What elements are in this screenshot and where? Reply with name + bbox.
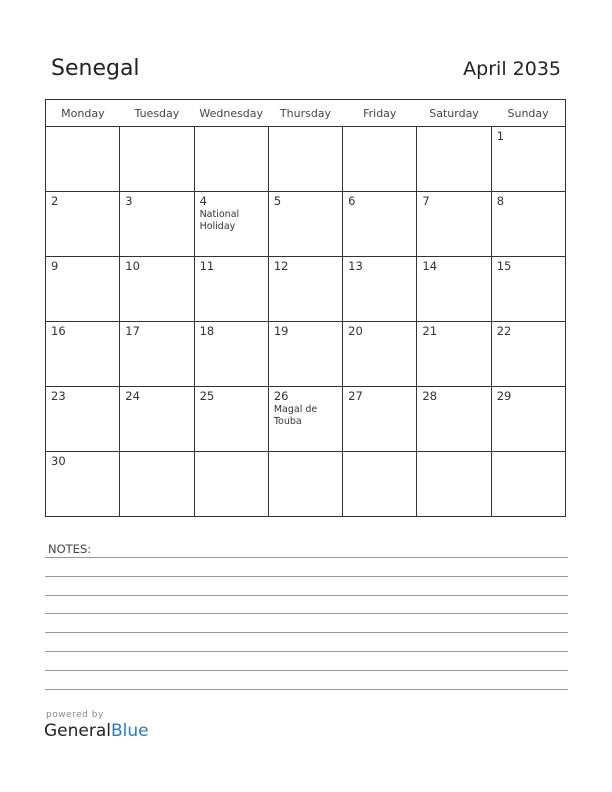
- month-title: April 2035: [463, 58, 561, 80]
- day-cell: [194, 257, 268, 322]
- brand-blue: Blue: [111, 721, 149, 741]
- day-number: 11: [199, 259, 215, 273]
- day-cell: [417, 387, 491, 452]
- day-number: 5: [273, 194, 282, 208]
- day-number: 3: [125, 194, 133, 208]
- day-number: 10: [125, 259, 140, 273]
- day-cell: [268, 322, 342, 387]
- day-cell: [46, 322, 120, 387]
- notes-line: [45, 670, 568, 671]
- day-number: 4: [199, 194, 207, 208]
- day-number: 8: [496, 194, 505, 208]
- week-row: [46, 192, 566, 257]
- day-cell: [268, 452, 342, 517]
- day-cell: [46, 192, 120, 257]
- day-cell: [46, 452, 120, 517]
- day-cell: [120, 322, 194, 387]
- day-number: 21: [422, 324, 438, 338]
- day-number: 9: [51, 259, 59, 273]
- weekday-tuesday: Tuesday: [120, 100, 194, 127]
- day-cell: [417, 322, 491, 387]
- day-cell: [120, 192, 194, 257]
- day-number: 23: [51, 389, 66, 403]
- day-cell: [491, 387, 565, 452]
- day-number: 30: [51, 454, 66, 468]
- day-number: 29: [496, 389, 512, 403]
- day-cell: [343, 387, 417, 452]
- day-cell: [343, 127, 417, 192]
- day-cell: [194, 127, 268, 192]
- week-row: [46, 322, 566, 387]
- day-cell: [194, 192, 268, 257]
- day-number: 20: [348, 324, 363, 338]
- day-cell: [46, 387, 120, 452]
- notes-line: [45, 595, 568, 596]
- day-number: 28: [422, 389, 438, 403]
- day-cell: [194, 387, 268, 452]
- brand-logo[interactable]: [44, 721, 149, 741]
- brand-general: General: [44, 721, 111, 741]
- day-cell: [417, 452, 491, 517]
- day-number: 26: [273, 389, 289, 403]
- day-cell: [417, 127, 491, 192]
- day-cell: [120, 387, 194, 452]
- notes-line: [45, 689, 568, 690]
- day-cell: [120, 127, 194, 192]
- day-number: 16: [51, 324, 66, 338]
- day-cell: [491, 192, 565, 257]
- week-row: [46, 257, 566, 322]
- day-cell: [343, 322, 417, 387]
- day-number: 14: [422, 259, 438, 273]
- day-number: 6: [348, 194, 356, 208]
- day-number: 15: [496, 259, 512, 273]
- weekday-thursday: Thursday: [268, 100, 342, 127]
- weekday-saturday: Saturday: [417, 100, 491, 127]
- day-cell: [46, 127, 120, 192]
- week-row: [46, 387, 566, 452]
- week-row: [46, 452, 566, 517]
- day-cell: [268, 387, 342, 452]
- notes-line: [45, 632, 568, 633]
- holiday-label: Magal de Touba: [273, 404, 318, 427]
- notes-line: [45, 557, 568, 558]
- day-cell: [46, 257, 120, 322]
- day-number: 19: [273, 324, 289, 338]
- powered-by-text: powered by: [46, 710, 104, 720]
- day-number: 7: [422, 194, 430, 208]
- day-cell: [194, 452, 268, 517]
- day-number: 25: [199, 389, 215, 403]
- day-number: 24: [125, 389, 140, 403]
- weekday-wednesday: Wednesday: [194, 100, 268, 127]
- day-number: 12: [273, 259, 289, 273]
- day-cell: [491, 257, 565, 322]
- week-row: [46, 127, 566, 192]
- day-cell: [491, 127, 565, 192]
- day-number: 17: [125, 324, 140, 338]
- calendar-grid: [45, 99, 566, 517]
- day-cell: [343, 192, 417, 257]
- notes-line: [45, 651, 568, 652]
- day-cell: [268, 257, 342, 322]
- day-number: 18: [199, 324, 215, 338]
- day-number: 27: [348, 389, 363, 403]
- day-cell: [268, 192, 342, 257]
- day-cell: [491, 322, 565, 387]
- holiday-label: National Holiday: [199, 209, 240, 232]
- day-cell: [120, 452, 194, 517]
- day-cell: [120, 257, 194, 322]
- day-number: 22: [496, 324, 512, 338]
- day-cell: [417, 192, 491, 257]
- day-number: 1: [496, 129, 505, 143]
- weekday-sunday: Sunday: [491, 100, 565, 127]
- day-number: 2: [51, 194, 59, 208]
- weekday-monday: Monday: [46, 100, 120, 127]
- day-cell: [417, 257, 491, 322]
- day-cell: [343, 257, 417, 322]
- day-cell: [343, 452, 417, 517]
- weekday-friday: Friday: [343, 100, 417, 127]
- weekday-header-row: [46, 100, 566, 127]
- day-cell: [268, 127, 342, 192]
- day-cell: [491, 452, 565, 517]
- notes-line: [45, 576, 568, 577]
- day-cell: [194, 322, 268, 387]
- day-number: 13: [348, 259, 363, 273]
- notes-line: [45, 613, 568, 614]
- country-title: Senegal: [51, 56, 140, 81]
- notes-label: NOTES:: [48, 542, 92, 556]
